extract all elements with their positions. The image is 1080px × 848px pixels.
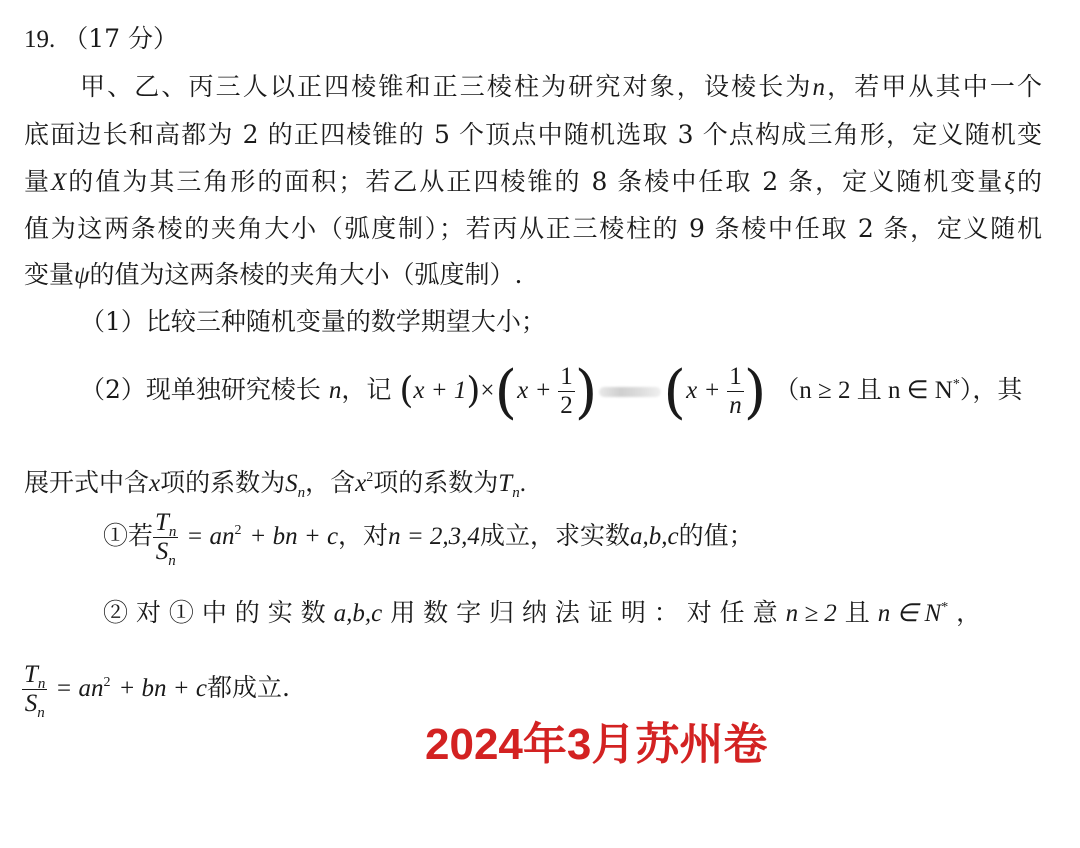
stem-text: 变量 bbox=[24, 260, 75, 289]
subscript-n: n bbox=[37, 705, 45, 721]
fraction-one-half bbox=[558, 363, 575, 420]
sub-1-text: ，对 bbox=[338, 521, 389, 550]
var-n: n bbox=[328, 377, 342, 404]
paren-open: ( bbox=[663, 357, 687, 426]
part-2-text: ，含 bbox=[305, 468, 356, 497]
subscript-n: n bbox=[168, 553, 176, 569]
sub-question-2-line-2 bbox=[22, 656, 290, 721]
paren-close: ) bbox=[574, 357, 598, 426]
var-psi: ψ bbox=[74, 262, 90, 289]
part-2-text: 展开式中含 bbox=[24, 468, 150, 497]
condition: n ∈ N bbox=[877, 600, 942, 627]
part-1 bbox=[80, 305, 546, 339]
var-x: x bbox=[355, 470, 367, 497]
stem-line-5 bbox=[24, 258, 523, 293]
rhs-a: = an bbox=[186, 523, 235, 550]
stem-text: 的值为其三角形的面积；若乙从正四棱锥的 8 条棱中任取 2 条，定义随机变量 bbox=[66, 167, 1005, 196]
stem-line-3 bbox=[24, 165, 1042, 200]
superscript-2: 2 bbox=[234, 523, 242, 538]
rhs-bc: + bn + c bbox=[118, 675, 208, 702]
var-x: x bbox=[686, 377, 698, 404]
paren-open: ( bbox=[399, 370, 414, 412]
var-S: S bbox=[285, 470, 298, 497]
sub-2-text: 都成立. bbox=[207, 673, 290, 702]
stem-line-2 bbox=[24, 118, 1042, 152]
var-abc: a,b,c bbox=[333, 600, 383, 627]
plus-sign: + bbox=[705, 377, 720, 404]
paren-close: ) bbox=[466, 370, 481, 412]
numerator: 1 bbox=[560, 363, 573, 390]
sub-2-text: ② 对 ① 中 的 实 数 bbox=[103, 598, 326, 627]
star-superscript: * bbox=[941, 600, 949, 615]
superscript-2: 2 bbox=[103, 675, 111, 690]
numerator bbox=[22, 661, 47, 690]
stem-text: ，若甲从其中一个 bbox=[824, 72, 1042, 101]
stem-text: 的 bbox=[1014, 167, 1042, 196]
fraction-Tn-over-Sn bbox=[22, 661, 47, 721]
stem-text: 的值为这两条棱的夹角大小（弧度制）. bbox=[89, 260, 523, 289]
var-x: x bbox=[517, 377, 529, 404]
rhs-a: = an bbox=[55, 675, 104, 702]
var-x: x bbox=[149, 470, 161, 497]
var-n: n bbox=[812, 74, 825, 101]
rhs-bc: + bn + c bbox=[249, 523, 339, 550]
star-superscript: * bbox=[952, 377, 960, 392]
subscript-n: n bbox=[297, 485, 306, 501]
stem-line-1 bbox=[80, 70, 1042, 105]
fraction-Tn-over-Sn bbox=[153, 509, 178, 569]
times-sign: × bbox=[480, 377, 495, 404]
part-2-formula-line bbox=[80, 357, 1023, 426]
sub-2-text: ， bbox=[956, 598, 982, 627]
part-2-text: ），其 bbox=[959, 375, 1023, 404]
stem-line-4 bbox=[24, 212, 1042, 246]
sub-2-text: 用 数 字 归 纳 法 证 明 ： 对 任 意 bbox=[390, 598, 778, 627]
question-header bbox=[24, 22, 178, 57]
question-points: （17 分） bbox=[63, 24, 178, 53]
part-1-text: （1）比较三种随机变量的数学期望大小； bbox=[80, 307, 546, 336]
denominator bbox=[153, 538, 178, 569]
sub-question-1 bbox=[103, 504, 754, 569]
stem-text: 甲、乙、丙三人以正四棱锥和正三棱柱为研究对象，设棱长为 bbox=[80, 72, 813, 101]
var-T: T bbox=[24, 661, 38, 688]
sub-question-2 bbox=[103, 596, 981, 631]
subscript-n: n bbox=[168, 524, 177, 540]
part-2-line-2 bbox=[24, 466, 526, 501]
var-S: S bbox=[24, 690, 38, 717]
condition: （n ≥ 2 且 n ∈ N bbox=[774, 377, 953, 404]
fraction-one-over-n bbox=[727, 363, 744, 420]
sub-1-lead: ①若 bbox=[103, 521, 154, 550]
question-number: 19. bbox=[24, 26, 56, 53]
source-watermark: 2024年3月苏州卷 bbox=[425, 720, 768, 769]
period: . bbox=[519, 470, 526, 497]
stem-text: 量 bbox=[24, 167, 52, 196]
plus-sign: + bbox=[536, 377, 551, 404]
n-values: n = 2,3,4 bbox=[388, 523, 480, 550]
part-2-text: 项的系数为 bbox=[373, 468, 499, 497]
paren-open: ( bbox=[494, 357, 518, 426]
subscript-n: n bbox=[37, 676, 46, 692]
factor-1: x + 1 bbox=[413, 377, 467, 404]
denominator: n bbox=[729, 392, 742, 419]
var-X: X bbox=[51, 169, 67, 196]
var-T: T bbox=[498, 470, 513, 497]
paren-close: ) bbox=[743, 357, 767, 426]
smudge-mark bbox=[599, 387, 661, 397]
sub-2-text: 且 bbox=[844, 598, 870, 627]
numerator bbox=[153, 509, 178, 538]
denominator bbox=[22, 690, 47, 721]
var-abc: a,b,c bbox=[629, 523, 679, 550]
sub-1-text: 成立，求实数 bbox=[479, 521, 630, 550]
var-xi: ξ bbox=[1004, 169, 1015, 196]
subscript-n: n bbox=[512, 485, 520, 501]
denominator: 2 bbox=[560, 392, 573, 419]
var-S: S bbox=[155, 538, 169, 565]
part-2-lead: （2）现单独研究棱长 bbox=[80, 375, 321, 404]
numerator: 1 bbox=[729, 363, 742, 390]
var-T: T bbox=[155, 509, 169, 536]
sub-1-text: 的值； bbox=[678, 521, 754, 550]
condition: n ≥ 2 bbox=[785, 600, 837, 627]
superscript-2: 2 bbox=[366, 470, 374, 485]
part-2-text: ，记 bbox=[341, 375, 392, 404]
part-2-text: 项的系数为 bbox=[160, 468, 286, 497]
stem-text: 底面边长和高都为 2 的正四棱锥的 5 个顶点中随机选取 3 个点构成三角形，定义随机变 bbox=[24, 120, 1042, 149]
stem-text: 值为这两条棱的夹角大小（弧度制）；若丙从正三棱柱的 9 条棱中任取 2 条，定义随机 bbox=[24, 214, 1042, 243]
